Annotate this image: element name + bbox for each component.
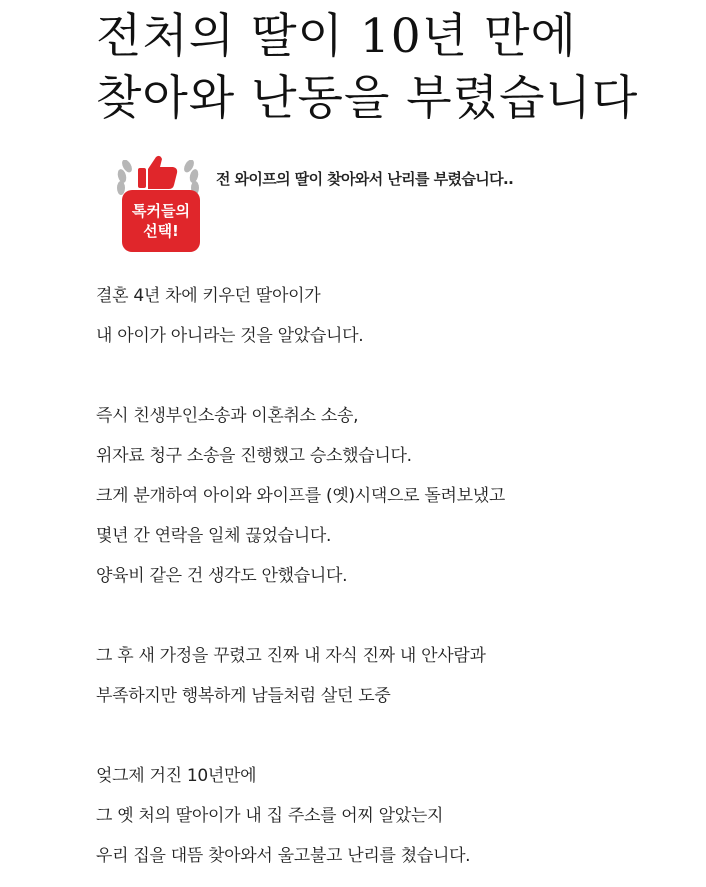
body-line: 양육비 같은 건 생각도 안했습니다. — [96, 566, 348, 586]
headline — [96, 6, 638, 130]
paragraph-gap — [96, 716, 676, 756]
paragraph-gap — [96, 596, 676, 636]
body-line: 즉시 친생부인소송과 이혼취소 소송, — [96, 406, 359, 426]
body-line: 크게 분개하여 아이와 와이프를 (옛)시댁으로 돌려보냈고 — [96, 486, 505, 506]
body-line: 내 아이가 아니라는 것을 알았습니다. — [96, 326, 364, 346]
badge-line-2: 선택! — [143, 222, 179, 240]
pick-badge — [112, 152, 202, 252]
body-line: 결혼 4년 차에 키우던 딸아이가 — [96, 286, 321, 306]
body-line: 몇년 간 연락을 일체 끊었습니다. — [96, 526, 332, 546]
badge-label — [122, 190, 200, 252]
body-line: 우리 집을 대뜸 찾아와서 울고불고 난리를 쳤습니다. — [96, 846, 471, 866]
body-line: 부족하지만 행복하게 남들처럼 살던 도중 — [96, 686, 391, 706]
paragraph-gap — [96, 356, 676, 396]
post-title: 전 와이프의 딸이 찾아와서 난리를 부렸습니다.. — [216, 170, 514, 188]
headline-line-2: 찾아와 난동을 부렸습니다 — [96, 71, 639, 126]
body-line: 그 후 새 가정을 꾸렸고 진짜 내 자식 진짜 내 안사람과 — [96, 646, 486, 666]
body-line: 그 옛 처의 딸아이가 내 집 주소를 어찌 알았는지 — [96, 806, 444, 826]
headline-line-1: 전처의 딸이 10년 만에 — [96, 9, 577, 64]
thumbs-up-icon — [136, 154, 180, 192]
badge-line-1: 톡커들의 — [132, 202, 190, 220]
body-line: 엊그제 거진 10년만에 — [96, 766, 257, 786]
body-line: 위자료 청구 소송을 진행했고 승소했습니다. — [96, 446, 412, 466]
post-body — [96, 276, 676, 876]
